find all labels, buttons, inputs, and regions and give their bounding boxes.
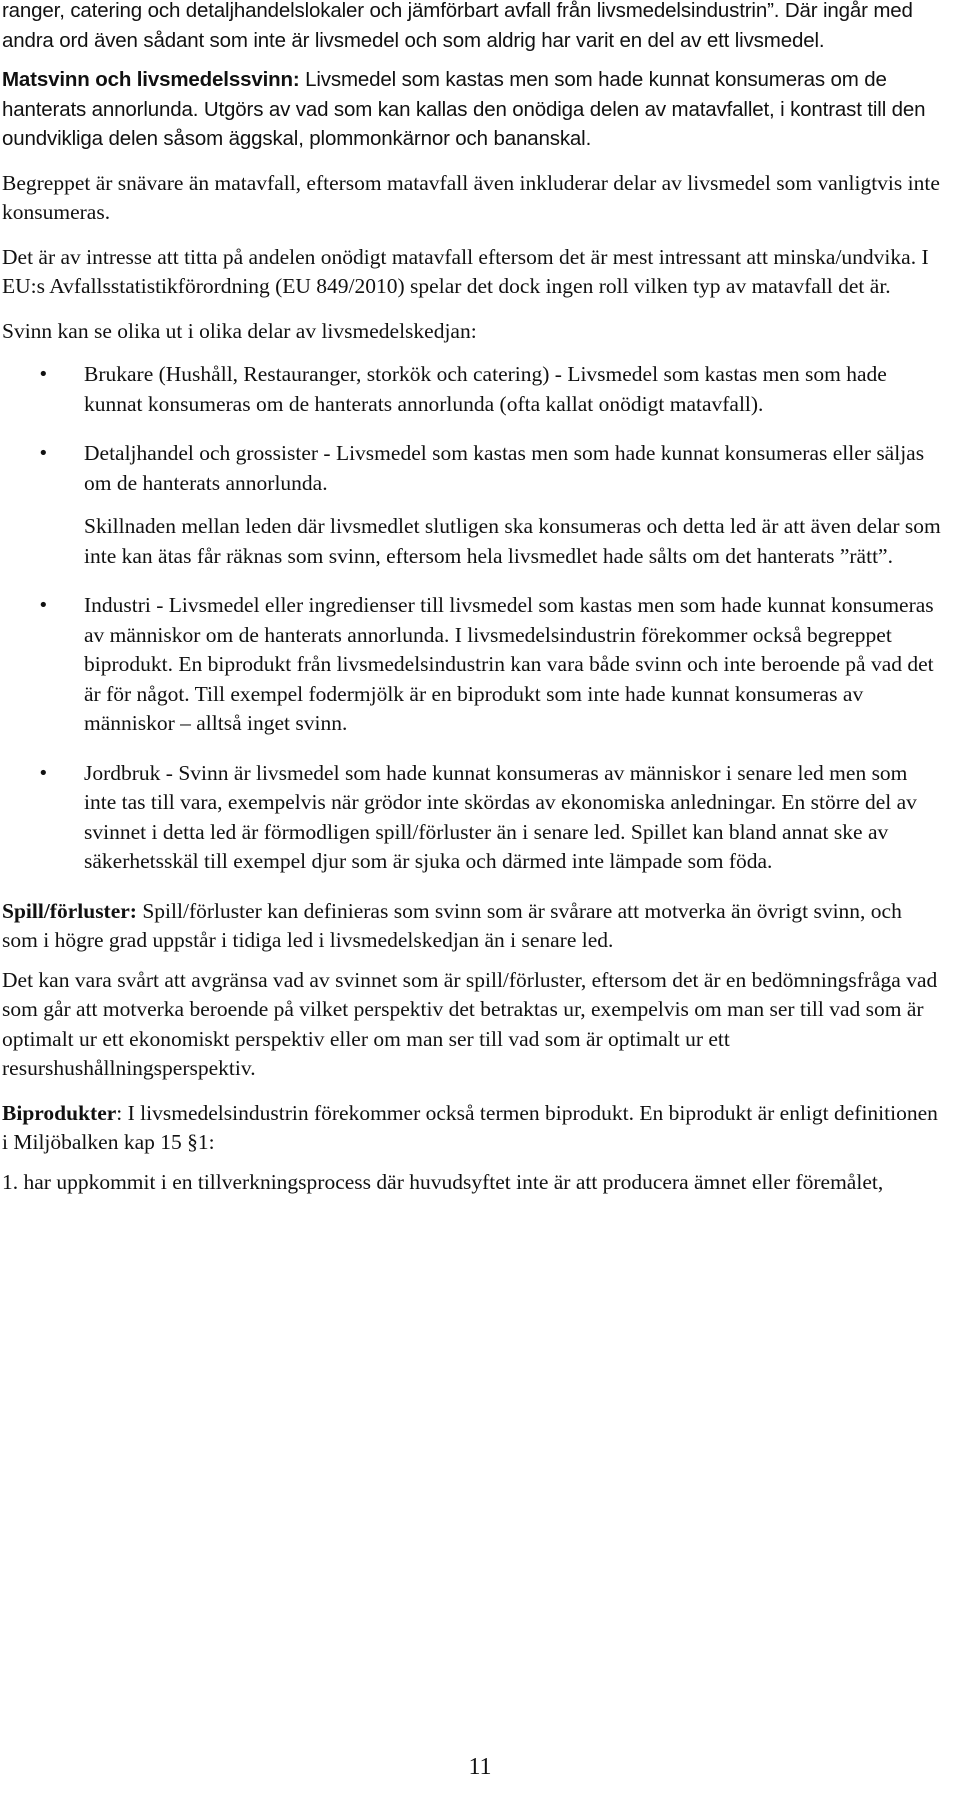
- list-item: [2, 360, 942, 419]
- svinn-list-continued: [2, 591, 942, 877]
- intresse-text-1: Det är av intresse att titta på andelen onödigt matavfall eftersom det är mest intressant att minska/undvika.: [2, 244, 917, 269]
- bullet-icon: •: [38, 762, 49, 784]
- page-number: 11: [468, 1754, 492, 1780]
- matsvinn-extra-text: Utgörs av vad som kan kallas den onödiga delen av matavfallet, i kontrast till den oundvikliga delen såsom äggskal, plommonkärnor och bananskal.: [2, 97, 926, 150]
- list-item: [2, 439, 942, 498]
- intro-paragraph: ranger, catering och detaljhandelslokaler och jämförbart avfall från livsmedelsindustrin”. Där ingår med andra ord även sådant som inte är livsmedel och som aldrig har varit en del av ett livsmedel.: [2, 0, 913, 52]
- biprodukter-term: Biprodukter: [2, 1100, 117, 1125]
- list-item-text: Industri - Livsmedel eller ingredienser till livsmedel som kastas men som hade kunnat konsumeras av människor om de hanterats annorlunda. I livsmedelsindustrin förekommer också begreppet biprodukt. En biprodukt från livsmedelsindustrin kan vara både svinn och inte beroende på vad det är för något. Till exempel fodermjölk är en biprodukt som inte hade kunnat konsumeras av människor – alltså inget svinn.: [84, 593, 934, 735]
- list-item: [2, 759, 942, 877]
- spill-def-text: Spill/förluster kan definieras som svinn som är svårare att motverka än övrigt svinn, och som i högre grad uppstår i tidiga led i livsmedelskedjan än i senare led.: [2, 898, 902, 952]
- svinn-list: [2, 360, 942, 498]
- svinn-intro: Svinn kan se olika ut i olika delar av livsmedelskedjan:: [2, 318, 477, 343]
- avgransa-paragraph: Det kan vara svårt att avgränsa vad av svinnet som är spill/förluster, eftersom det är en bedömningsfråga vad som går att motverka beroende på vilket perspektiv det betraktas ur, exempelvis om man ser till vad som är optimalt ur ett ekonomiskt perspektiv eller om man ser till vad som är optimalt ur ett resurshushållningsperspektiv.: [2, 967, 938, 1080]
- matsvinn-definition: [2, 65, 942, 154]
- matsvinn-def-text: Livsmedel som kastas men som hade kunnat konsumeras om de hanterats annorlunda.: [2, 68, 887, 121]
- biprodukter-definition: [2, 1099, 942, 1158]
- list-item-text: Jordbruk - Svinn är livsmedel som hade kunnat konsumeras av människor i senare led men som inte tas till vara, exempelvis när grödor inte skördas av ekonomiska anledningar. En större del av svinnet i detta led är förmodligen spill/förluster än i senare led. Spillet kan bland annat ske av säkerhetsskäl till exempel djur som är sjuka och därmed inte lämpade som föda.: [84, 760, 917, 873]
- list-item: [2, 591, 942, 739]
- bullet-icon: •: [38, 595, 49, 616]
- skillnaden-paragraph: Skillnaden mellan leden där livsmedlet slutligen ska konsumeras och detta led är att även delar som inte kan ätas får räknas som svinn, eftersom hela livsmedlet hade sålts om det hanterats ”rätt”.: [84, 514, 941, 568]
- list-item-text: Brukare (Hushåll, Restauranger, storkök och catering) - Livsmedel som kastas men som hade kunnat konsumeras om de hanterats annorlunda (ofta kallat onödigt matavfall).: [84, 362, 887, 416]
- intresse-paragraph: [2, 243, 942, 302]
- document-body: [2, 0, 942, 1212]
- intresse-text-2: I EU:s Avfallsstatistikförordning (EU 849/2010) spelar det dock ingen roll vilken typ av matavfall det är.: [2, 244, 929, 298]
- bullet-icon: •: [38, 364, 49, 385]
- bullet-icon: •: [38, 443, 49, 464]
- point-1: 1. har uppkommit i en tillverkningsprocess där huvudsyftet inte är att producera ämnet eller föremålet,: [2, 1169, 884, 1194]
- begreppet-paragraph: Begreppet är snävare än matavfall, eftersom matavfall även inkluderar delar av livsmedel som vanligtvis inte konsumeras.: [2, 170, 940, 224]
- list-item-text: Detaljhandel och grossister - Livsmedel som kastas men som hade kunnat konsumeras eller säljas om de hanterats annorlunda.: [84, 441, 925, 495]
- matsvinn-term: Matsvinn och livsmedelssvinn:: [2, 68, 300, 91]
- spill-definition: [2, 897, 942, 956]
- spill-term: Spill/förluster:: [2, 898, 137, 923]
- biprodukter-def-text: : I livsmedelsindustrin förekommer också termen biprodukt. En biprodukt är enligt definitionen i Miljöbalken kap 15 §1:: [2, 1100, 938, 1154]
